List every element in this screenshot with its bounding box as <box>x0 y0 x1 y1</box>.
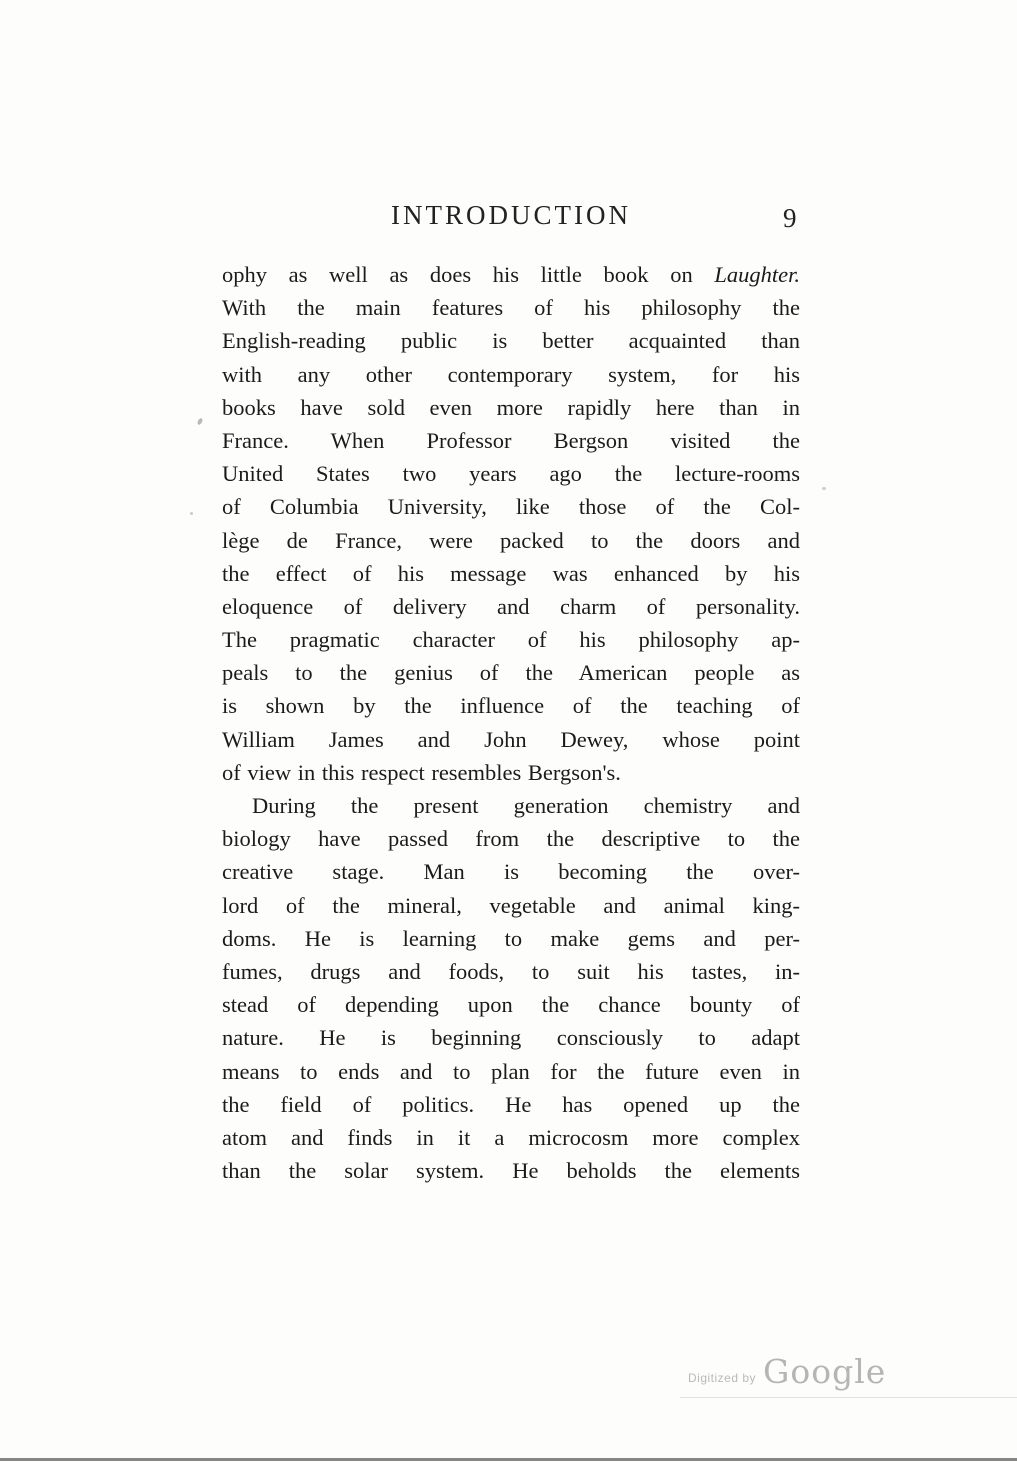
text-line: the field of politics. He has opened up the <box>222 1091 800 1117</box>
text-line: fumes, drugs and foods, to suit his tastes, in- <box>222 958 800 984</box>
text-line: creative stage. Man is becoming the over- <box>222 859 800 885</box>
google-logo: Google <box>763 1352 887 1391</box>
text-line: doms. He is learning to make gems and per- <box>222 925 800 951</box>
scan-artifact <box>197 417 204 425</box>
page-number: 9 <box>783 203 797 233</box>
text-line: with any other contemporary system, for his <box>222 361 800 387</box>
text-line: nature. He is beginning consciously to adapt <box>222 1025 800 1051</box>
text-line: biology have passed from the descriptive to the <box>222 826 800 852</box>
scan-artifact <box>190 512 193 515</box>
text-line: France. When Professor Bergson visited the <box>222 427 800 453</box>
watermark-prefix: Digitized by <box>688 1370 757 1385</box>
text-line: of Columbia University, like those of the Col- <box>222 494 800 520</box>
text-line: United States two years ago the lecture-rooms <box>222 461 800 487</box>
text-line: The pragmatic character of his philosophy ap- <box>222 627 800 653</box>
watermark <box>688 1352 886 1391</box>
text-line: books have sold even more rapidly here than in <box>222 394 800 420</box>
text-line: of view in this respect resembles Bergson's. <box>222 759 621 785</box>
text-line: means to ends and to plan for the future even in <box>222 1058 800 1084</box>
scan-artifact <box>822 487 826 490</box>
text-line: atom and finds in it a microcosm more complex <box>222 1124 800 1150</box>
text-line: than the solar system. He beholds the elements <box>222 1158 800 1184</box>
text-line: lord of the mineral, vegetable and animal king- <box>222 892 800 918</box>
chapter-title: INTRODUCTION <box>391 200 631 230</box>
text-line: the effect of his message was enhanced by his <box>222 560 800 586</box>
text-line: William James and John Dewey, whose point <box>222 726 800 752</box>
body-text <box>222 258 800 1187</box>
text-line: eloquence of delivery and charm of personality. <box>222 593 800 619</box>
watermark-rule <box>680 1397 1017 1398</box>
text-line: is shown by the influence of the teaching of <box>222 693 800 719</box>
text-line: ophy as well as does his little book on Laughter. <box>222 262 800 287</box>
text-line: During the present generation chemistry and <box>252 793 800 818</box>
text-line: peals to the genius of the American people as <box>222 660 800 686</box>
text-line: With the main features of his philosophy the <box>222 295 800 321</box>
text-line: lège de France, were packed to the doors and <box>222 527 800 553</box>
text-line: stead of depending upon the chance bounty of <box>222 992 800 1018</box>
page-edge <box>0 1458 1017 1461</box>
text-line: English-reading public is better acquainted than <box>222 328 800 354</box>
